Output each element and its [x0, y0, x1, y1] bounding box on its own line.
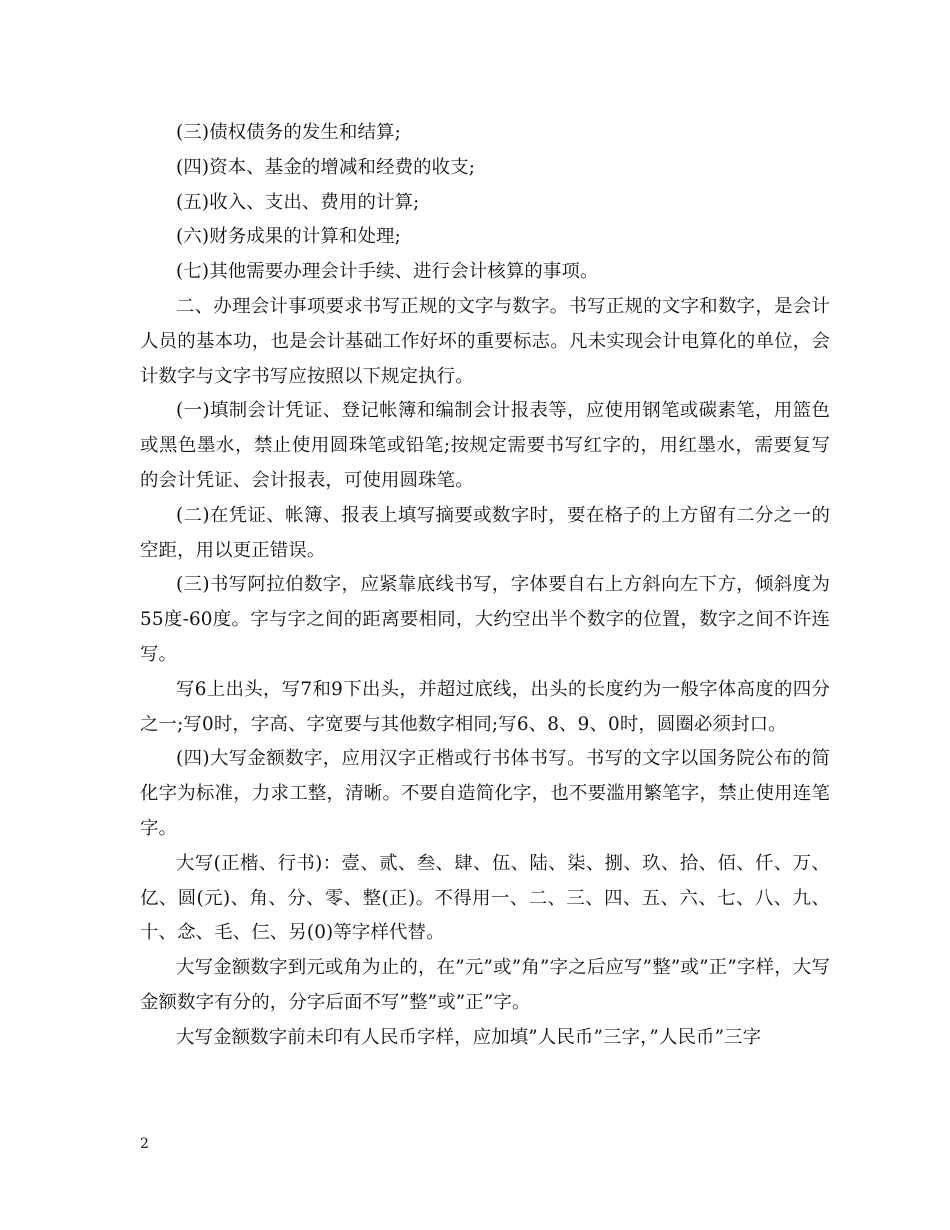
- paragraph: (三)债权债务的发生和结算;: [176, 122, 401, 143]
- paragraph: 写6上出头，写7和9下出头，并超过底线，出头的长度约为一般字体高度的四分之一;写0时，字高、字宽要与其他数字相同;写6、8、9、0时，圆圈必须封口。: [140, 678, 830, 735]
- page-number: 2: [140, 1136, 149, 1152]
- paragraph: (四)资本、基金的增减和经费的收支;: [176, 156, 476, 178]
- paragraph: 大写(正楷、行书)：壹、贰、叁、肆、伍、陆、柒、捌、玖、拾、佰、仟、万、亿、圆(元)、角、分、零、整(正)。不得用一、二、三、四、五、六、七、八、九、十、念、毛、仨、另(0)等字样代替。: [140, 852, 830, 944]
- paragraph: (五)收入、支出、费用的计算;: [176, 191, 420, 213]
- paragraph: (三)书写阿拉伯数字，应紧靠底线书写，字体要自右上方斜向左下方，倾斜度为55度-60度。字与字之间的距离要相同，大约空出半个数字的位置，数字之间不许连写。: [140, 574, 830, 665]
- paragraph: (六)财务成果的计算和处理;: [176, 226, 401, 248]
- paragraph: 大写金额数字前未印有人民币字样，应加填”人民币”三字，”人民币”三字: [176, 1026, 762, 1048]
- document-body: [140, 116, 830, 1056]
- paragraph: 二、办理会计事项要求书写正规的文字与数字。书写正规的文字和数字，是会计人员的基本功，也是会计基础工作好坏的重要标志。凡未实现会计电算化的单位，会计数字与文字书写应按照以下规定执行。: [140, 295, 830, 387]
- paragraph: (七)其他需要办理会计手续、进行会计核算的事项。: [176, 261, 599, 283]
- paragraph: (四)大写金额数字，应用汉字正楷或行书体书写。书写的文字以国务院公布的简化字为标准，力求工整，清晰。不要自造简化字，也不要滥用繁笔字，禁止使用连笔字。: [140, 748, 830, 839]
- paragraph: (二)在凭证、帐簿、报表上填写摘要或数字时，要在格子的上方留有二分之一的空距，用以更正错误。: [140, 504, 830, 561]
- paragraph: 大写金额数字到元或角为止的，在”元”或”角”字之后应写”整”或”正”字样，大写金额数字有分的，分字后面不写”整”或”正”字。: [140, 957, 830, 1013]
- paragraph: (一)填制会计凭证、登记帐簿和编制会计报表等，应使用钢笔或碳素笔，用篮色或黑色墨水，禁止使用圆珠笔或铅笔;按规定需要书写红字的，用红墨水，需要复写的会计凭证、会计报表，可使用圆珠笔。: [140, 400, 830, 491]
